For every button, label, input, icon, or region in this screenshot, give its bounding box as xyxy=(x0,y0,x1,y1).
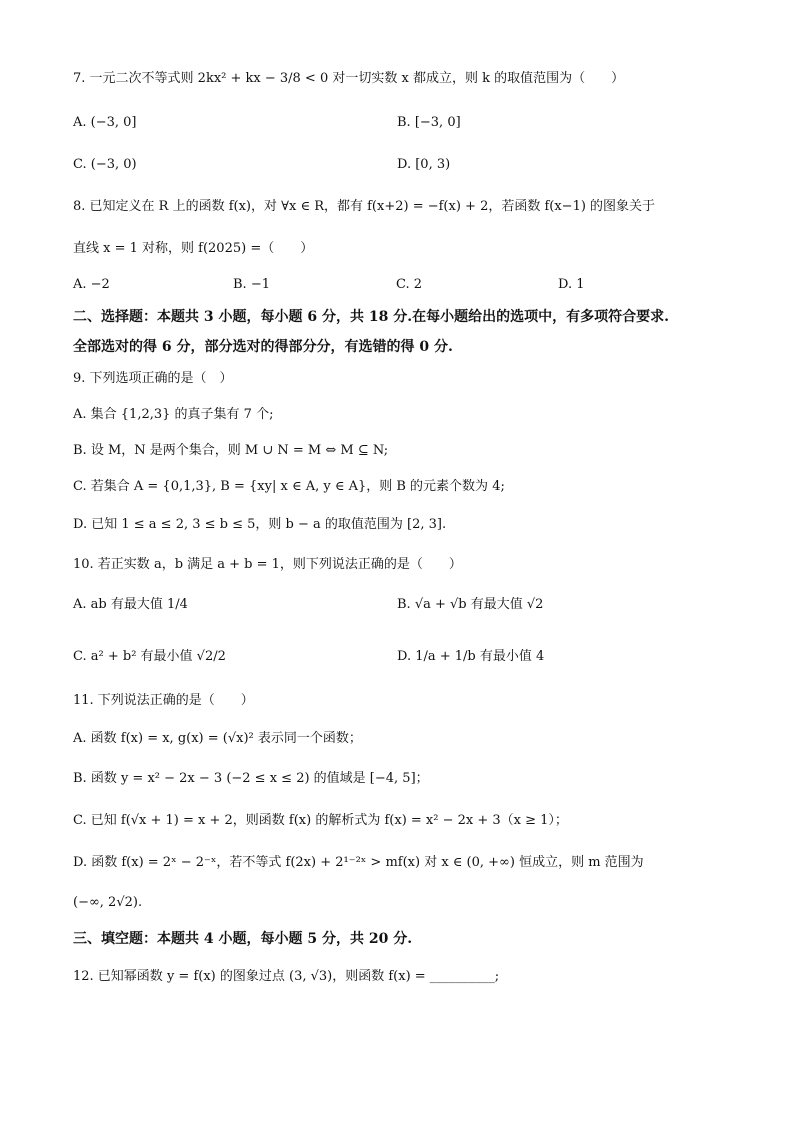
q9-option-d: D. 已知 1 ≤ a ≤ 2, 3 ≤ b ≤ 5，则 b − a 的取值范围为 [2, 3]. xyxy=(73,517,447,532)
q7-option-a: A. (−3, 0] xyxy=(73,115,137,130)
q10-option-c: C. a² + b² 有最小值 √2/2 xyxy=(73,649,226,664)
q8-option-d: D. 1 xyxy=(558,277,585,292)
q10-stem: 10. 若正实数 a，b 满足 a + b = 1，则下列说法正确的是（ ） xyxy=(73,557,462,572)
q8-stem-line2: 直线 x = 1 对称，则 f(2025) =（ ） xyxy=(73,241,314,256)
section2-heading-line1: 二、选择题：本题共 3 小题，每小题 6 分，共 18 分.在每小题给出的选项中，有多项符合要求. xyxy=(73,309,669,325)
q7-stem: 7. 一元二次不等式则 2kx² + kx − 3/8 < 0 对一切实数 x 都成立，则 k 的取值范围为（ ） xyxy=(73,71,625,86)
q11-option-b: B. 函数 y = x² − 2x − 3 (−2 ≤ x ≤ 2) 的值域是 [−4, 5]； xyxy=(73,771,429,786)
q8-option-b: B. −1 xyxy=(233,277,270,292)
q10-option-d: D. 1/a + 1/b 有最小值 4 xyxy=(397,649,545,664)
q11-option-c: C. 已知 f(√x + 1) = x + 2，则函数 f(x) 的解析式为 f(x) = x² − 2x + 3（x ≥ 1）； xyxy=(73,813,568,828)
q7-option-d: D. [0, 3) xyxy=(397,157,451,172)
q7-option-b: B. [−3, 0] xyxy=(397,115,461,130)
q10-option-b: B. √a + √b 有最大值 √2 xyxy=(397,597,544,612)
q8-option-c: C. 2 xyxy=(396,277,423,292)
q11-option-a: A. 函数 f(x) = x, g(x) = (√x)² 表示同一个函数； xyxy=(73,731,362,746)
q10-option-a: A. ab 有最大值 1/4 xyxy=(73,597,188,612)
q11-stem: 11. 下列说法正确的是（ ） xyxy=(73,693,254,708)
q8-stem-line1: 8. 已知定义在 R 上的函数 f(x)，对 ∀x ∈ R，都有 f(x+2) = −f(x) + 2，若函数 f(x−1) 的图象关于 xyxy=(73,199,656,214)
q9-option-c: C. 若集合 A = {0,1,3}, B = {xy| x ∈ A, y ∈ A}，则 B 的元素个数为 4; xyxy=(73,479,505,494)
q8-option-a: A. −2 xyxy=(73,277,110,292)
q11-option-d-line2: (−∞, 2√2). xyxy=(73,895,143,910)
q11-option-d-line1: D. 函数 f(x) = 2ˣ − 2⁻ˣ，若不等式 f(2x) + 2¹⁻²ˣ > mf(x) 对 x ∈ (0, +∞) 恒成立，则 m 范围为 xyxy=(73,855,644,870)
q7-option-c: C. (−3, 0) xyxy=(73,157,137,172)
q12-stem: 12. 已知幂函数 y = f(x) 的图象过点 (3, √3)，则函数 f(x) = __________; xyxy=(73,969,500,984)
q9-option-a: A. 集合 {1,2,3} 的真子集有 7 个; xyxy=(73,407,274,422)
section3-heading: 三、填空题：本题共 4 小题，每小题 5 分，共 20 分. xyxy=(73,931,413,947)
q9-stem: 9. 下列选项正确的是（ ） xyxy=(73,371,233,386)
section2-heading-line2: 全部选对的得 6 分，部分选对的得部分分，有选错的得 0 分. xyxy=(73,339,453,355)
q9-option-b: B. 设 M，N 是两个集合，则 M ∪ N = M ⇔ M ⊆ N; xyxy=(73,443,389,458)
